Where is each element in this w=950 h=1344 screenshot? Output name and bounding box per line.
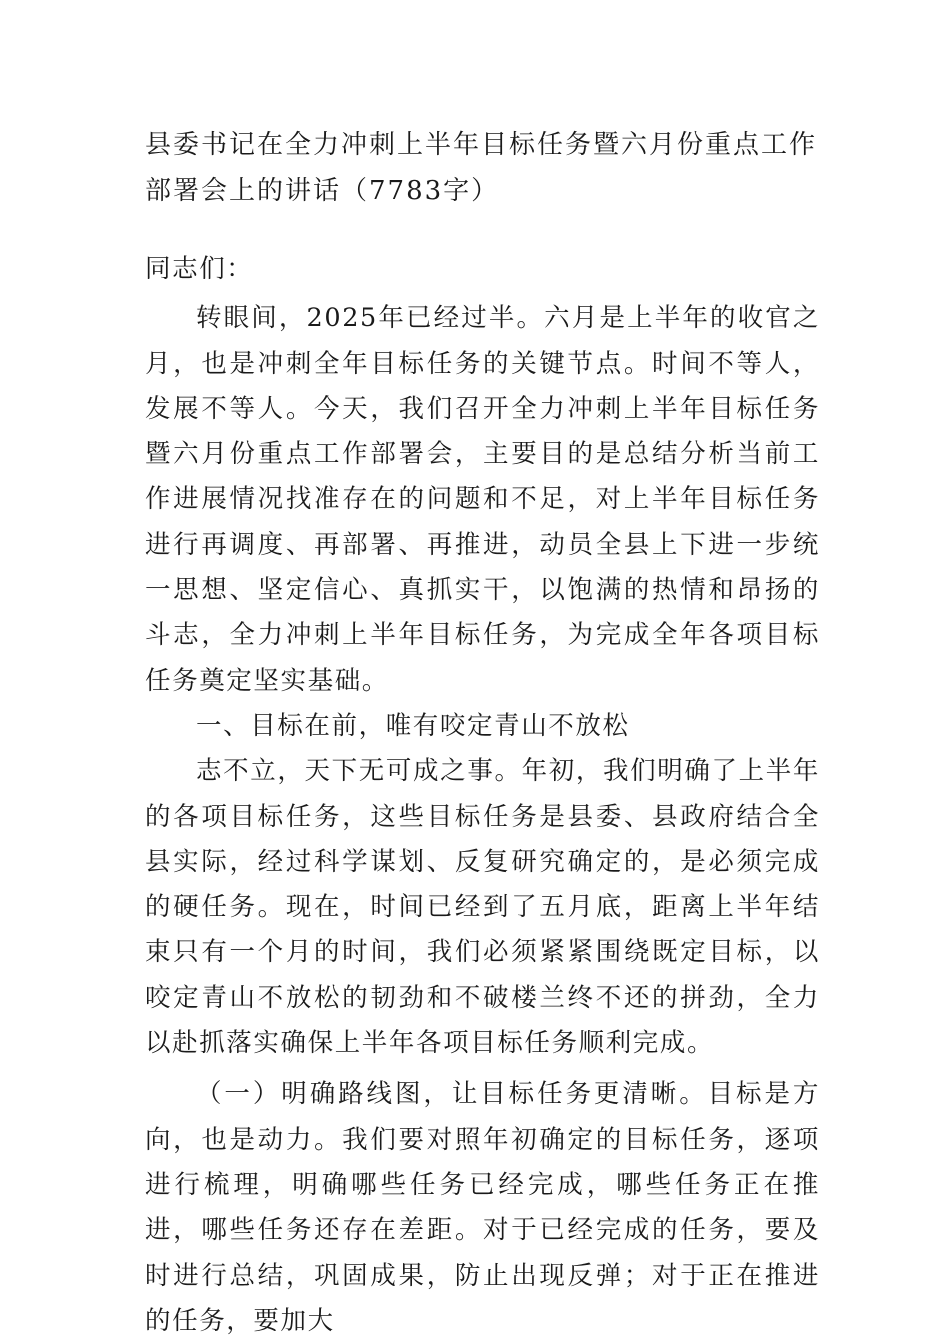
section-heading-1: 一、目标在前，唯有咬定青山不放松: [196, 710, 630, 741]
salutation: 同志们：: [145, 254, 254, 284]
document-body: [145, 247, 820, 1344]
paragraph-intro: 转眼间，2025年已经过半。六月是上半年的收官之月，也是冲刺全年目标任务的关键节点。时间不等人，发展不等人。今天，我们召开全力冲刺上半年目标任务暨六月份重点工作部署会，主要目的是总结分析当前工作进展情况找准存在的问题和不足，对上半年目标任务进行再调度、再部署、再推进，动员全县上下进一步统一思想、坚定信心、真抓实干，以饱满的热情和昂扬的斗志，全力冲刺上半年目标任务，为完成全年各项目标任务奠定坚实基础。: [145, 303, 820, 696]
document-title: 县委书记在全力冲刺上半年目标任务暨六月份重点工作部署会上的讲话（7783字）: [145, 130, 818, 206]
paragraph-section-1: 志不立，天下无可成之事。年初，我们明确了上半年的各项目标任务，这些目标任务是县委、县政府结合全县实际，经过科学谋划、反复研究确定的，是必须完成的硬任务。现在，时间已经到了五月底，距离上半年结束只有一个月的时间，我们必须紧紧围绕既定目标，以咬定青山不放松的韧劲和不破楼兰终不还的拼劲，全力以赴抓落实确保上半年各项目标任务顺利完成。: [145, 756, 820, 1059]
paragraph-subsection-1: （一）明确路线图，让目标任务更清晰。目标是方向，也是动力。我们要对照年初确定的目标任务，逐项进行梳理，明确哪些任务已经完成，哪些任务正在推进，哪些任务还存在差距。对于已经完成的任务，要及时进行总结，巩固成果，防止出现反弹；对于正在推进的任务，要加大: [145, 1079, 820, 1336]
